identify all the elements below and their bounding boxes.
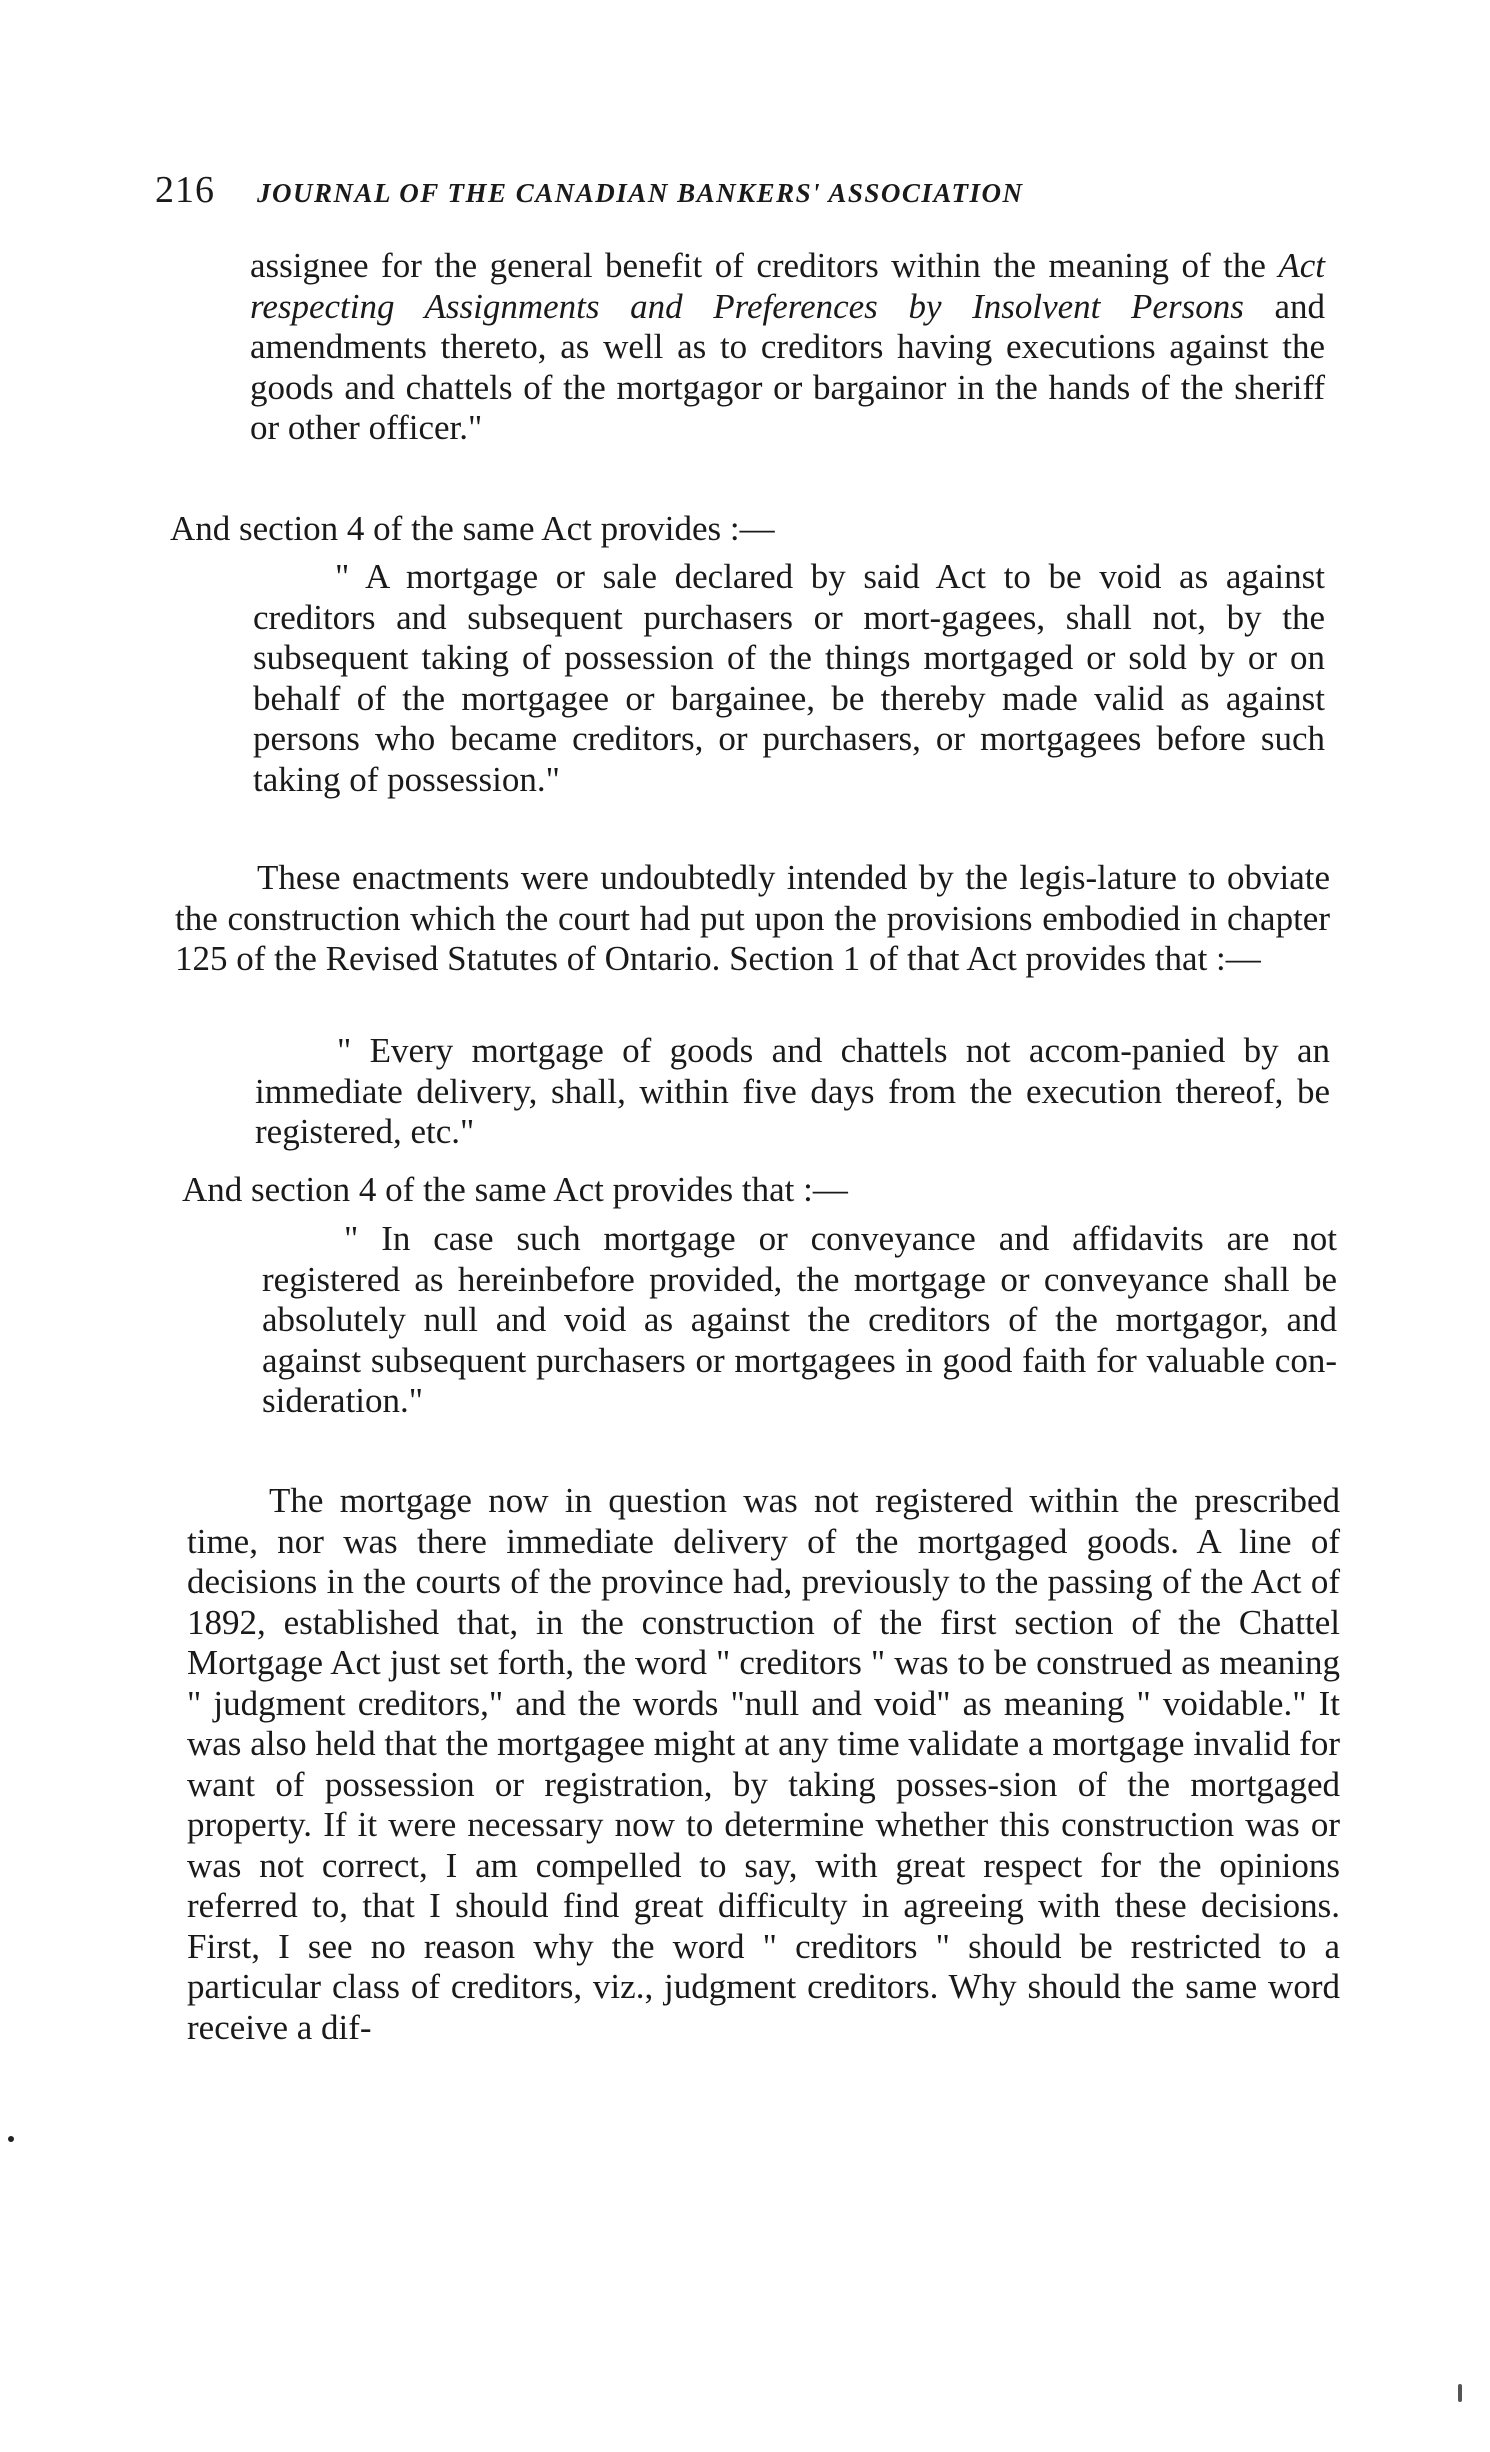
section-intro: And section 4 of the same Act provides :—	[170, 509, 775, 548]
body-paragraph: The mortgage now in question was not registered within the prescribed time, nor was there immediate delivery of the mortgaged goods. A line of decisions in the courts of the province had, previously to the passing of the Act of 1892, established that, in the construction of the first section of the Chattel Mortgage Act just set forth, the word " creditors " was to be construed as meaning " judgment creditors," and the words "null and void" as meaning " voidable." It was also held that the mortgagee might at any time validate a mortgage invalid for want of possession or registration, by taking posses-sion of the mortgaged property. If it were necessary now to determine whether this construction was or was not correct, I am compelled to say, with great respect for the opinions referred to, that I should find great difficulty in agreeing with these decisions. First, I see no reason why the word " creditors " should be restricted to a particular class of creditors, viz., judgment creditors. Why should the same word receive a dif-	[187, 1481, 1340, 2047]
journal-title: JOURNAL OF THE CANADIAN BANKERS' ASSOCIATION	[257, 178, 1024, 208]
body-paragraph: These enactments were undoubtedly intended by the legis-lature to obviate the construction which the court had put upon the provisions embodied in chapter 125 of the Revised Statutes of Ontario. Section 1 of that Act provides that :—	[175, 858, 1330, 978]
page-number: 216	[155, 169, 215, 211]
quoted-passage-continued: assignee for the general benefit of creditors within the meaning of the Act respecting Assignments and Preferences by Insolvent Persons and amendments thereto, as well as to creditors having executions against the goods and chattels of the mortgagor or bargainor in the hands of the sheriff or other officer."	[250, 246, 1325, 447]
scan-speck	[8, 2136, 14, 2142]
act-title-italic: Act respecting Assignments and Preferences by Insolvent Persons	[250, 246, 1325, 326]
running-head	[155, 168, 1355, 218]
scan-speck	[1458, 2384, 1462, 2402]
quoted-section: " In case such mortgage or conveyance and affidavits are not registered as hereinbefore provided, the mortgage or conveyance shall be absolutely null and void as against the creditors of the mortgagor, and against subsequent purchasers or mortgagees in good faith for valuable con-sideration."	[262, 1219, 1337, 1420]
quoted-section: " A mortgage or sale declared by said Act to be void as against creditors and subsequent purchasers or mort-gagees, shall not, by the subsequent taking of possession of the things mortgaged or sold by or on behalf of the mortgagee or bargainee, be thereby made valid as against persons who became creditors, or purchasers, or mortgagees before such taking of possession."	[253, 557, 1325, 799]
quoted-section: " Every mortgage of goods and chattels not accom-panied by an immediate delivery, shall, within five days from the execution thereof, be registered, etc."	[255, 1031, 1330, 1151]
section-intro: And section 4 of the same Act provides that :—	[182, 1170, 848, 1209]
